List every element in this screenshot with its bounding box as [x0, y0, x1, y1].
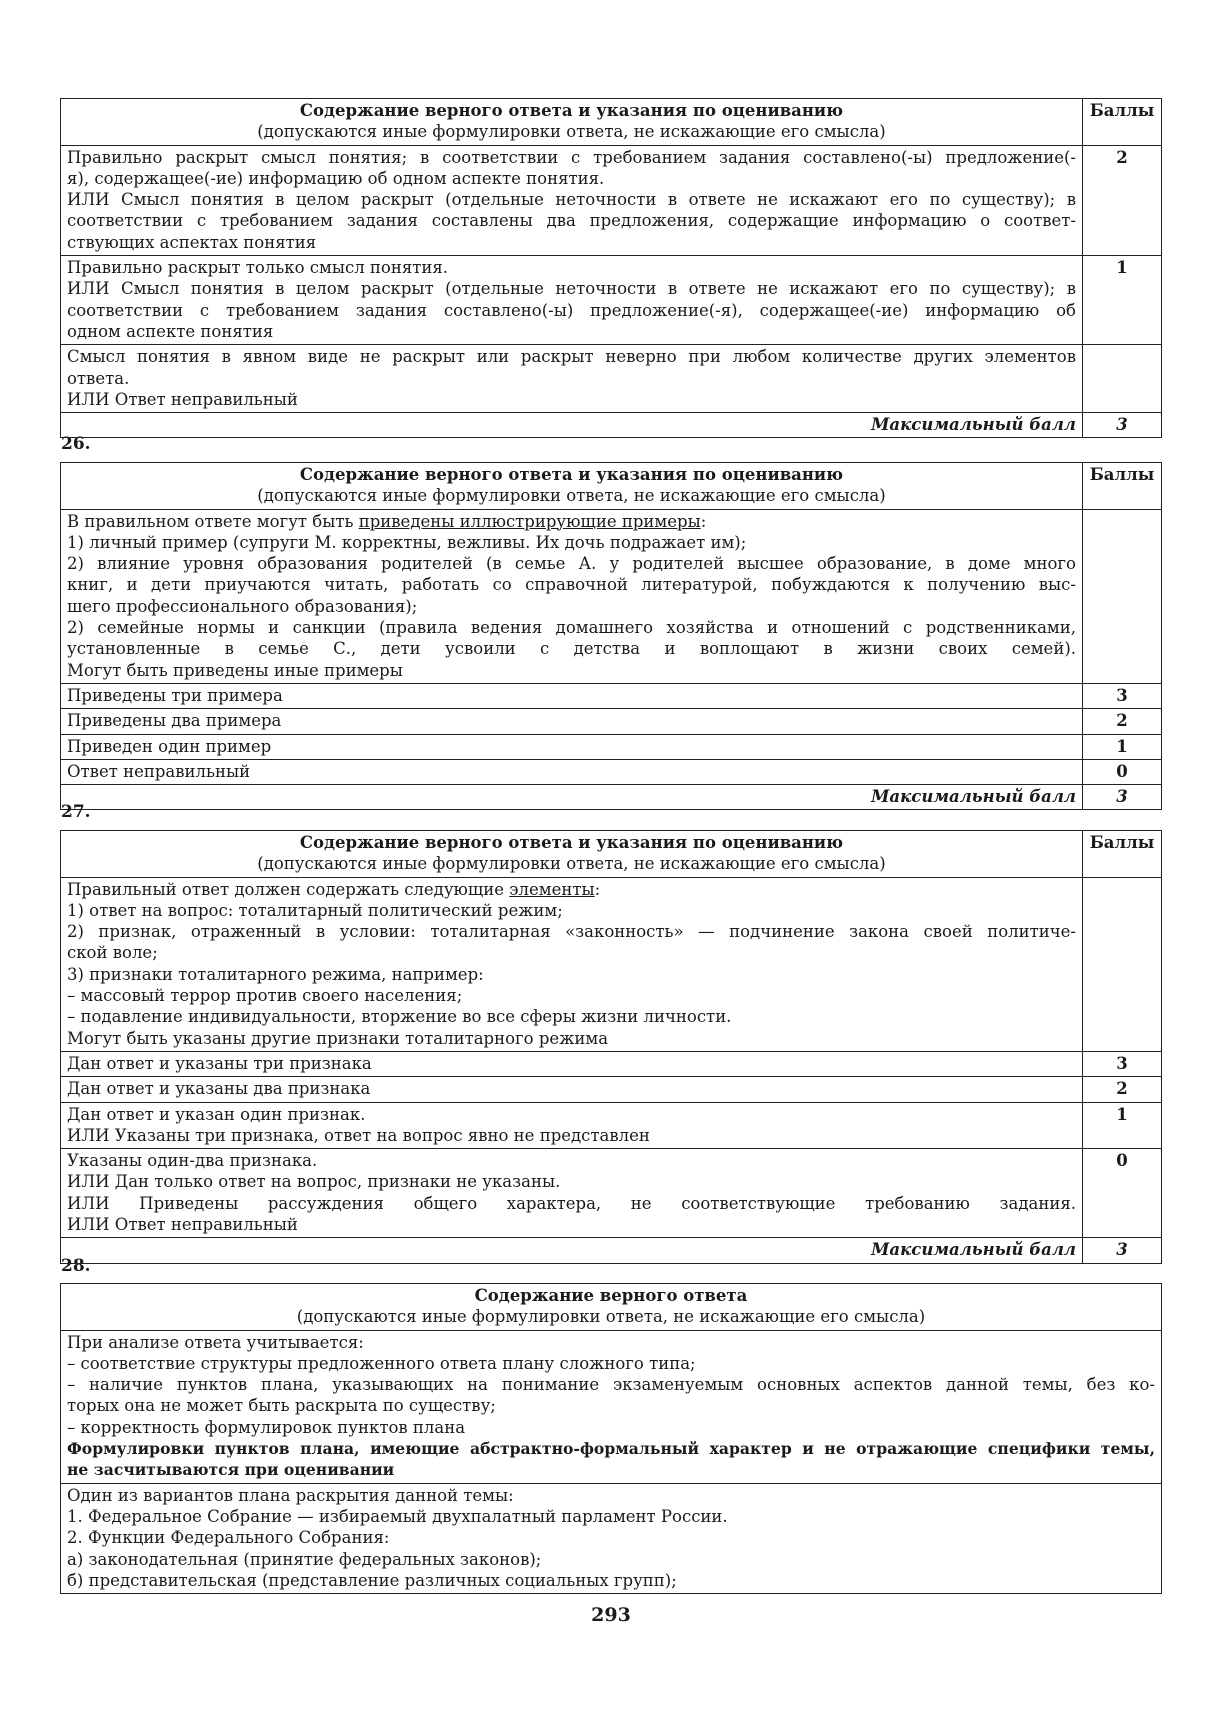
text-line: ответа.: [67, 368, 130, 388]
text-line: ИЛИ Ответ неправильный: [67, 389, 298, 409]
text-line: В правильном ответе могут быть приведены иллюстрирующие примеры:: [67, 511, 707, 531]
criteria-cell: [61, 510, 1082, 683]
header-title: Содержание верного ответа и указания по оцениванию: [299, 833, 844, 852]
question-number-28: 28.: [61, 1256, 91, 1276]
table-row: [61, 344, 1161, 412]
text-line: Смысл понятия в явном виде не раскрыт или раскрыт неверно при любом количестве других элементов: [67, 347, 1076, 367]
text-line: я), содержащее(-ие) информацию об одном аспекте понятия.: [67, 168, 605, 188]
header-text: [61, 99, 1082, 145]
table-row: [61, 509, 1161, 683]
header-title: Содержание верного ответа и указания по оцениванию: [299, 101, 844, 120]
table-row: [61, 1148, 1161, 1237]
table-row: [61, 1483, 1161, 1593]
text-line: При анализе ответа учитывается:: [67, 1332, 364, 1352]
table-row: [61, 759, 1161, 784]
criteria-cell: [61, 146, 1082, 255]
criteria-cell: [61, 1149, 1082, 1237]
max-score-row: [61, 1237, 1161, 1262]
criteria-cell: [61, 878, 1082, 1051]
text-line: 3) признаки тоталитарного режима, например:: [67, 964, 484, 984]
score-cell: 1: [1082, 256, 1161, 344]
text-line: 2. Функции Федерального Собрания:: [67, 1528, 390, 1548]
text-line: – наличие пунктов плана, указывающих на понимание экзаменуемым основных аспектов данной темы, без ко-: [67, 1375, 1155, 1395]
text-line: Дан ответ и указан один признак.: [67, 1104, 366, 1124]
score-cell: [1082, 345, 1161, 412]
criteria-cell: [61, 1331, 1161, 1483]
text-line: ИЛИ Указаны три признака, ответ на вопрос явно не представлен: [67, 1125, 650, 1145]
text-line: соответствии с требованием задания составлены два предложения, содержащие информацию о соответ-: [67, 211, 1076, 231]
scoring-table-27: [60, 830, 1162, 1264]
question-number-27: 27.: [61, 802, 91, 822]
criteria-cell: [61, 709, 1082, 733]
scoring-table-26: [60, 462, 1162, 810]
text-line: Могут быть указаны другие признаки тоталитарного режима: [67, 1028, 609, 1048]
max-score-row: [61, 784, 1161, 809]
text-line: 1. Федеральное Собрание — избираемый двухпалатный парламент России.: [67, 1506, 728, 1526]
text-line: ИЛИ Ответ неправильный: [67, 1215, 298, 1235]
score-column-header: Баллы: [1082, 463, 1161, 509]
score-column-header: Баллы: [1082, 99, 1161, 145]
text-line: Ответ неправильный: [67, 761, 251, 781]
score-cell: 1: [1082, 735, 1161, 759]
text-line: Приведен один пример: [67, 736, 272, 756]
header-subtitle: (допускаются иные формулировки ответа, не искажающие его смысла): [296, 1307, 926, 1327]
text-line: 1) ответ на вопрос: тоталитарный политический режим;: [67, 900, 563, 920]
text-line: Приведены три примера: [67, 685, 283, 705]
text-line: Формулировки пунктов плана, имеющие абстрактно-формальный характер и не отражающие специфики темы,: [67, 1439, 1155, 1459]
score-cell: 2: [1082, 146, 1161, 255]
text-line: ИЛИ Приведены рассуждения общего характера, не соответствующие требованию задания.: [67, 1193, 1076, 1213]
text-line: ИЛИ Дан только ответ на вопрос, признаки не указаны.: [67, 1172, 561, 1192]
max-score-value: 3: [1082, 413, 1161, 437]
header-text: [61, 463, 1082, 509]
table-row: [61, 708, 1161, 733]
text-line: а) законодательная (принятие федеральных законов);: [67, 1549, 542, 1569]
score-cell: [1082, 878, 1161, 1051]
text-line: – подавление индивидуальности, вторжение во все сферы жизни личности.: [67, 1007, 732, 1027]
table-header-row: [61, 99, 1161, 145]
table-header-row: [61, 463, 1161, 509]
text-line: соответствии с требованием задания составлено(-ы) предложение(-я), содержащее(-ие) информацию об: [67, 300, 1076, 320]
table-row: [61, 145, 1161, 255]
table-row: [61, 683, 1161, 708]
text-line: Правильный ответ должен содержать следующие элементы:: [67, 879, 601, 899]
score-cell: 1: [1082, 1103, 1161, 1149]
text-line: ской воле;: [67, 943, 158, 963]
criteria-cell: [61, 345, 1082, 412]
text-line: – корректность формулировок пунктов плана: [67, 1417, 466, 1437]
answer-table-28: [60, 1283, 1162, 1594]
page-number: 293: [591, 1604, 631, 1626]
question-number-26: 26.: [61, 434, 91, 454]
header-title: Содержание верного ответа и указания по оцениванию: [299, 465, 844, 484]
text-line: б) представительская (представление различных социальных групп);: [67, 1570, 677, 1590]
text-line: шего профессионального образования);: [67, 596, 418, 616]
text-line: ИЛИ Смысл понятия в целом раскрыт (отдельные неточности в ответе не искажают его по существу); в: [67, 190, 1076, 210]
table-header-row: [61, 1284, 1161, 1330]
table-row: [61, 255, 1161, 344]
text-line: не засчитываются при оценивании: [67, 1460, 395, 1480]
header-subtitle: (допускаются иные формулировки ответа, не искажающие его смысла): [257, 854, 886, 874]
text-line: книг, и дети приучаются читать, работать со справочной литературой, побуждаются к получению выс-: [67, 575, 1076, 595]
text-line: ствующих аспектах понятия: [67, 232, 317, 252]
max-score-value: 3: [1082, 785, 1161, 809]
score-cell: 2: [1082, 1077, 1161, 1101]
table-row: [61, 1102, 1161, 1149]
max-score-label: Максимальный балл: [871, 787, 1076, 807]
text-line: Правильно раскрыт смысл понятия; в соответствии с требованием задания составлено(-ы) предложение(-: [67, 147, 1076, 167]
score-cell: 0: [1082, 1149, 1161, 1237]
criteria-cell: [61, 1052, 1082, 1076]
scoring-table-25: [60, 98, 1162, 438]
max-score-row: [61, 412, 1161, 437]
underlined-phrase: приведены иллюстрирующие примеры: [358, 511, 701, 531]
table-row: [61, 734, 1161, 759]
text-line: Указаны один-два признака.: [67, 1151, 318, 1171]
criteria-cell: [61, 1103, 1082, 1149]
text-line: одном аспекте понятия: [67, 321, 274, 341]
score-cell: 2: [1082, 709, 1161, 733]
score-cell: 0: [1082, 760, 1161, 784]
text-line: Один из вариантов плана раскрытия данной темы:: [67, 1485, 514, 1505]
max-score-label: Максимальный балл: [871, 415, 1076, 435]
header-subtitle: (допускаются иные формулировки ответа, не искажающие его смысла): [257, 486, 886, 506]
table-row: [61, 1076, 1161, 1101]
table-row: [61, 1051, 1161, 1076]
criteria-cell: [61, 735, 1082, 759]
table-header-row: [61, 831, 1161, 877]
text-line: 2) семейные нормы и санкции (правила ведения домашнего хозяйства и отношений с родственниками,: [67, 618, 1076, 638]
criteria-cell: [61, 1484, 1161, 1593]
text-line: Правильно раскрыт только смысл понятия.: [67, 258, 449, 278]
text-line: – соответствие структуры предложенного ответа плану сложного типа;: [67, 1353, 696, 1373]
text-line: ИЛИ Смысл понятия в целом раскрыт (отдельные неточности в ответе не искажают его по существу); в: [67, 279, 1076, 299]
text-line: установленные в семье С., дети усвоили с детства и воплощают в жизни своих семей).: [67, 639, 1076, 659]
text-line: Дан ответ и указаны два признака: [67, 1079, 371, 1099]
text-line: Дан ответ и указаны три признака: [67, 1053, 372, 1073]
criteria-cell: [61, 760, 1082, 784]
header-text: [61, 831, 1082, 877]
table-row: [61, 1330, 1161, 1483]
max-score-value: 3: [1082, 1238, 1161, 1262]
score-column-header: Баллы: [1082, 831, 1161, 877]
text-line: 2) признак, отраженный в условии: тоталитарная «законность» — подчинение закона своей политиче-: [67, 922, 1076, 942]
score-cell: 3: [1082, 684, 1161, 708]
score-cell: 3: [1082, 1052, 1161, 1076]
table-row: [61, 877, 1161, 1051]
criteria-cell: [61, 684, 1082, 708]
criteria-cell: [61, 256, 1082, 344]
header-subtitle: (допускаются иные формулировки ответа, не искажающие его смысла): [257, 122, 886, 142]
text-line: Приведены два примера: [67, 711, 282, 731]
header-title: Содержание верного ответа: [474, 1286, 748, 1305]
header-text: [61, 1284, 1161, 1330]
criteria-cell: [61, 1077, 1082, 1101]
text-line: – массовый террор против своего населения;: [67, 986, 463, 1006]
score-cell: [1082, 510, 1161, 683]
text-line: торых она не может быть раскрыта по существу;: [67, 1396, 496, 1416]
underlined-phrase: элементы: [509, 879, 595, 899]
text-line: 1) личный пример (супруги М. корректны, вежливы. Их дочь подражает им);: [67, 532, 747, 552]
text-line: 2) влияние уровня образования родителей (в семье А. у родителей высшее образование, в доме много: [67, 554, 1076, 574]
text-line: Могут быть приведены иные примеры: [67, 660, 403, 680]
max-score-label: Максимальный балл: [871, 1240, 1076, 1260]
